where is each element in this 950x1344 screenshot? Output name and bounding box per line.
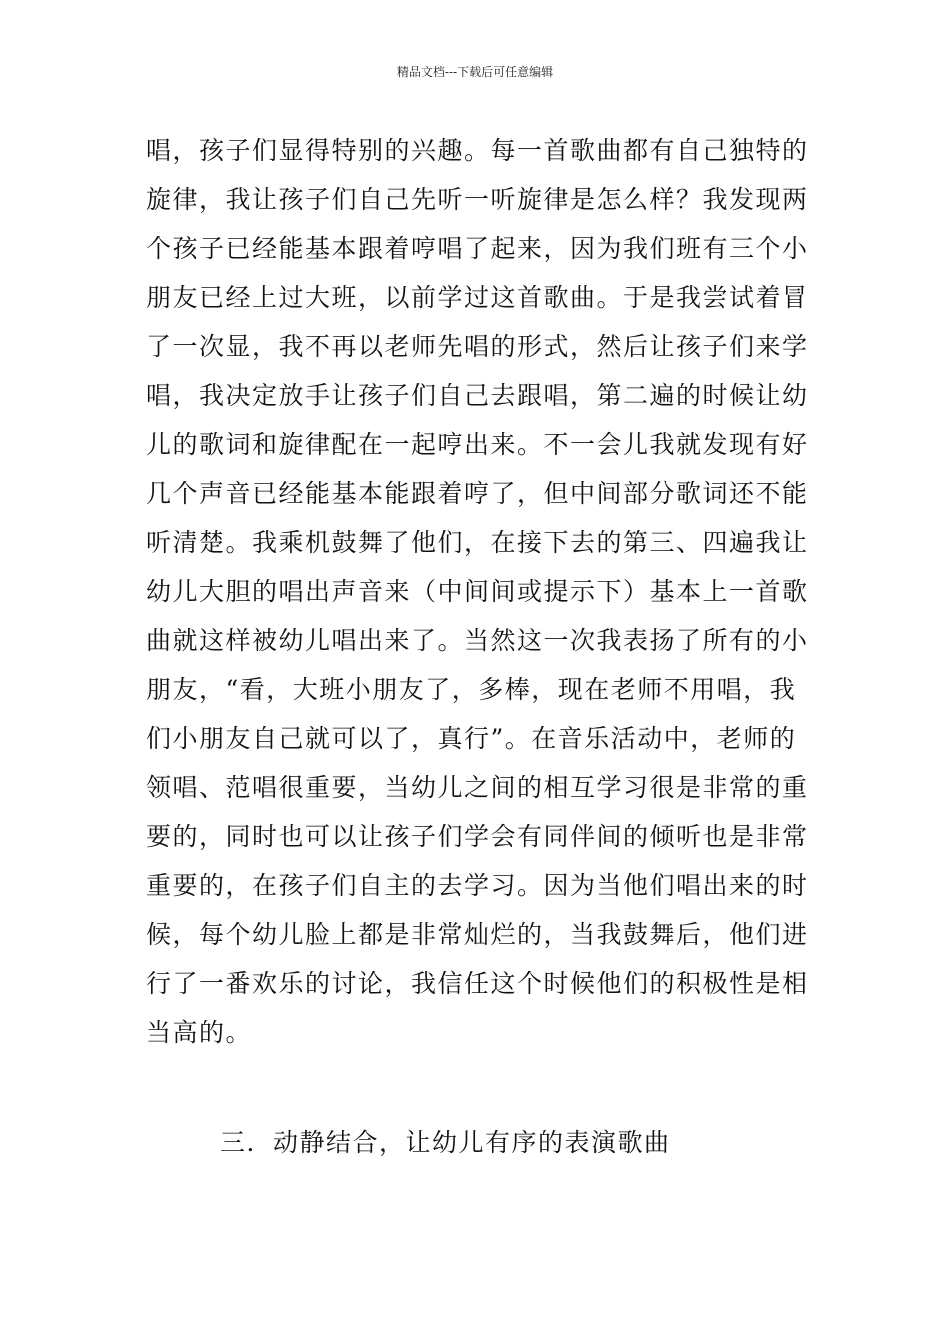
paragraph-line: 幼儿大胆的唱出声音来（中间间或提示下）基本上一首歌 <box>146 577 809 606</box>
paragraph-line: 朋友，“看，大班小朋友了，多棒，现在老师不用唱，我 <box>146 675 797 704</box>
paragraph-line: 候，每个幼儿脸上都是非常灿烂的，当我鼓舞后，他们进 <box>146 920 809 949</box>
paragraph-line: 行了一番欢乐的讨论，我信任这个时候他们的积极性是相 <box>146 969 809 998</box>
paragraph-line: 曲就这样被幼儿唱出来了。当然这一次我表扬了所有的小 <box>146 626 809 655</box>
paragraph-line: 朋友已经上过大班，以前学过这首歌曲。于是我尝试着冒 <box>146 283 809 312</box>
paragraph-line: 当高的。 <box>146 1018 253 1047</box>
paragraph-line: 唱，我决定放手让孩子们自己去跟唱，第二遍的时候让幼 <box>146 381 809 410</box>
paragraph-line: 们小朋友自己就可以了，真行”。在音乐活动中，老师的 <box>146 724 797 753</box>
paragraph-line: 几个声音已经能基本能跟着哼了，但中间部分歌词还不能 <box>146 479 809 508</box>
page-header: 精品文档---下载后可任意编辑 <box>396 65 554 79</box>
paragraph-line: 要的，同时也可以让孩子们学会有同伴间的倾听也是非常 <box>146 822 809 851</box>
section-heading: 三．动静结合，让幼儿有序的表演歌曲 <box>220 1128 671 1157</box>
paragraph-line: 儿的歌词和旋律配在一起哼出来。不一会儿我就发现有好 <box>146 430 809 459</box>
paragraph-line: 个孩子已经能基本跟着哼唱了起来，因为我们班有三个小 <box>146 234 809 263</box>
paragraph-line: 听清楚。我乘机鼓舞了他们，在接下去的第三、四遍我让 <box>146 528 809 557</box>
paragraph-line: 唱，孩子们显得特别的兴趣。每一首歌曲都有自己独特的 <box>146 136 809 165</box>
paragraph-line: 了一次显，我不再以老师先唱的形式，然后让孩子们来学 <box>146 332 809 361</box>
paragraph-line: 旋律，我让孩子们自己先听一听旋律是怎么样？我发现两 <box>146 185 809 214</box>
paragraph-line: 领唱、范唱很重要，当幼儿之间的相互学习很是非常的重 <box>146 773 809 802</box>
body-paragraph <box>146 126 809 1057</box>
paragraph-line: 重要的，在孩子们自主的去学习。因为当他们唱出来的时 <box>146 871 809 900</box>
